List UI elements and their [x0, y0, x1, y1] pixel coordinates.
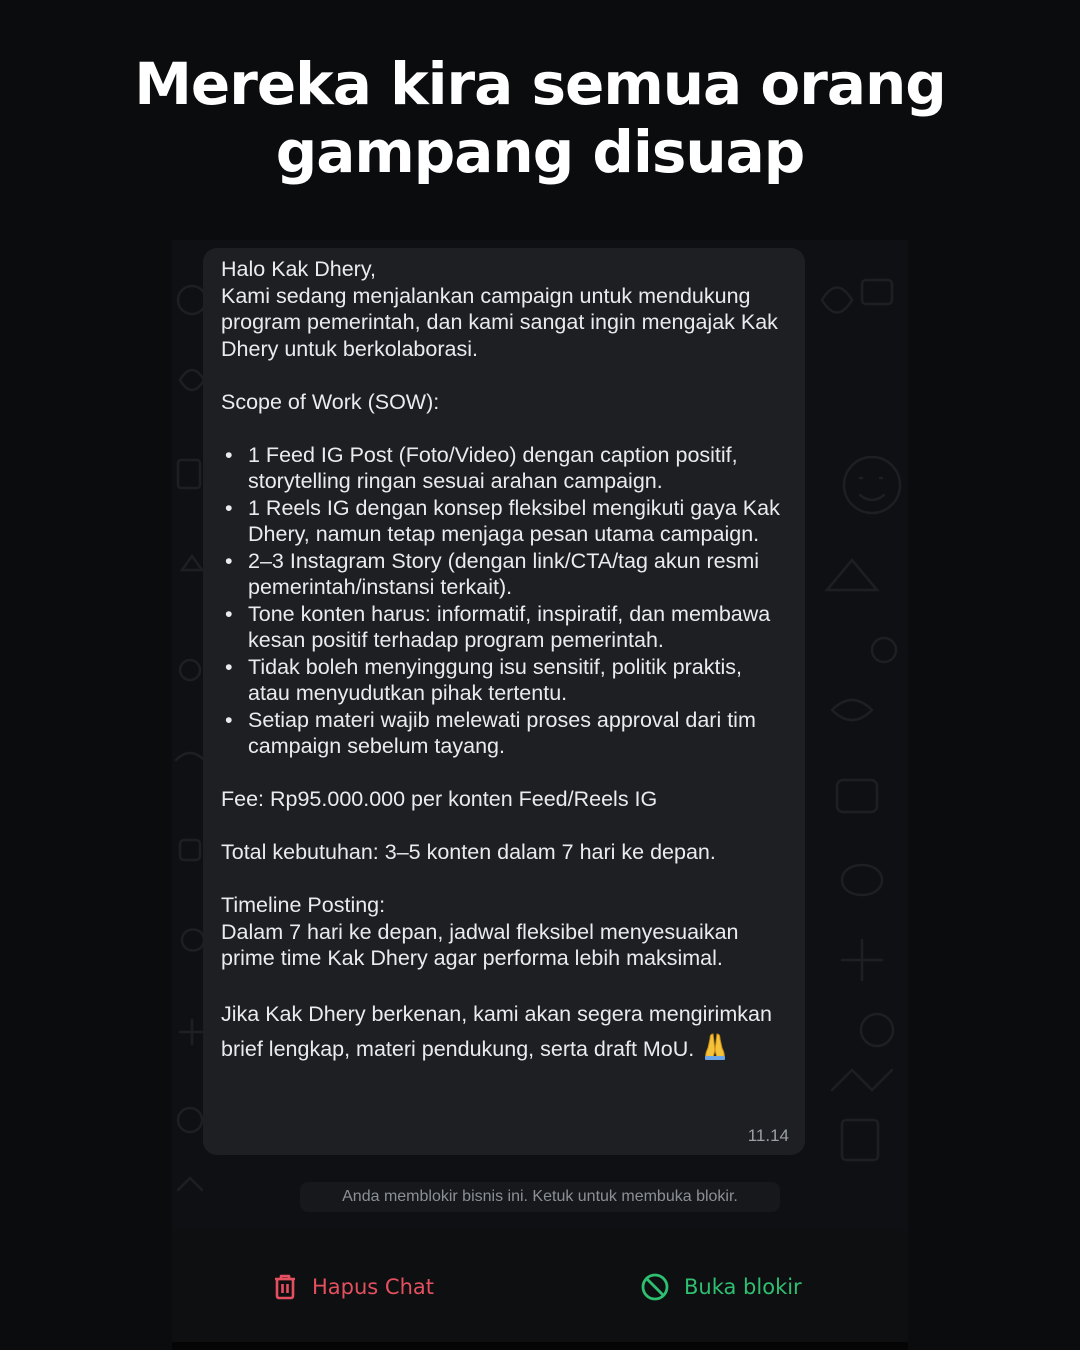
delete-chat-button[interactable]	[272, 1266, 434, 1308]
total-line: Total kebutuhan: 3–5 konten dalam 7 hari ke depan.	[221, 840, 716, 864]
block-icon	[640, 1272, 670, 1302]
sow-heading: Scope of Work (SOW):	[221, 389, 440, 414]
headline-line-1: Mereka kira semua orang	[134, 50, 946, 118]
message-time: 11.14	[747, 1125, 789, 1145]
closing-text: Jika Kak Dhery berkenan, kami akan segera mengirimkan brief lengkap, materi pendukung, serta draft MoU.	[221, 1002, 772, 1061]
sow-item: • 1 Feed IG Post (Foto/Video) dengan caption positif, storytelling ringan sesuai arahan campaign.	[221, 442, 787, 495]
message-intro: Kami sedang menjalankan campaign untuk mendukung program pemerintah, dan kami sangat ingin mengajak Kak Dhery untuk berkolaborasi.	[221, 283, 778, 361]
headline-line-2: gampang disuap	[275, 118, 805, 186]
delete-chat-label: Hapus Chat	[312, 1275, 434, 1299]
folded-hands-icon	[700, 1030, 730, 1060]
headline	[0, 50, 1080, 186]
unblock-button[interactable]	[640, 1266, 802, 1308]
bottom-edge	[172, 1342, 908, 1350]
sow-item: • Tone konten harus: informatif, inspiratif, dan membawa kesan positif terhadap program pemerintah.	[221, 601, 787, 654]
message-bubble[interactable]	[203, 248, 805, 1155]
closing-paragraph	[221, 998, 787, 1065]
sow-item: • Tidak boleh menyinggung isu sensitif, politik praktis, atau menyudutkan pihak tertentu.	[221, 654, 787, 707]
sow-item: • 2–3 Instagram Story (dengan link/CTA/tag akun resmi pemerintah/instansi terkait).	[221, 548, 787, 601]
trash-icon	[272, 1273, 298, 1301]
timeline-heading: Timeline Posting:	[221, 893, 386, 917]
sow-list	[221, 442, 787, 760]
sow-item: • 1 Reels IG dengan konsep fleksibel mengikuti gaya Kak Dhery, namun tetap menjaga pesan utama campaign.	[221, 495, 787, 548]
message-greeting: Halo Kak Dhery,	[221, 257, 376, 281]
blocked-notice[interactable]: Anda memblokir bisnis ini. Ketuk untuk membuka blokir.	[300, 1182, 780, 1212]
fee-line: Fee: Rp95.000.000 per konten Feed/Reels IG	[221, 787, 658, 811]
unblock-label: Buka blokir	[684, 1275, 802, 1299]
sow-item: • Setiap materi wajib melewati proses approval dari tim campaign sebelum tayang.	[221, 707, 787, 760]
timeline-body: Dalam 7 hari ke depan, jadwal fleksibel menyesuaikan prime time Kak Dhery agar performa lebih maksimal.	[221, 919, 739, 970]
